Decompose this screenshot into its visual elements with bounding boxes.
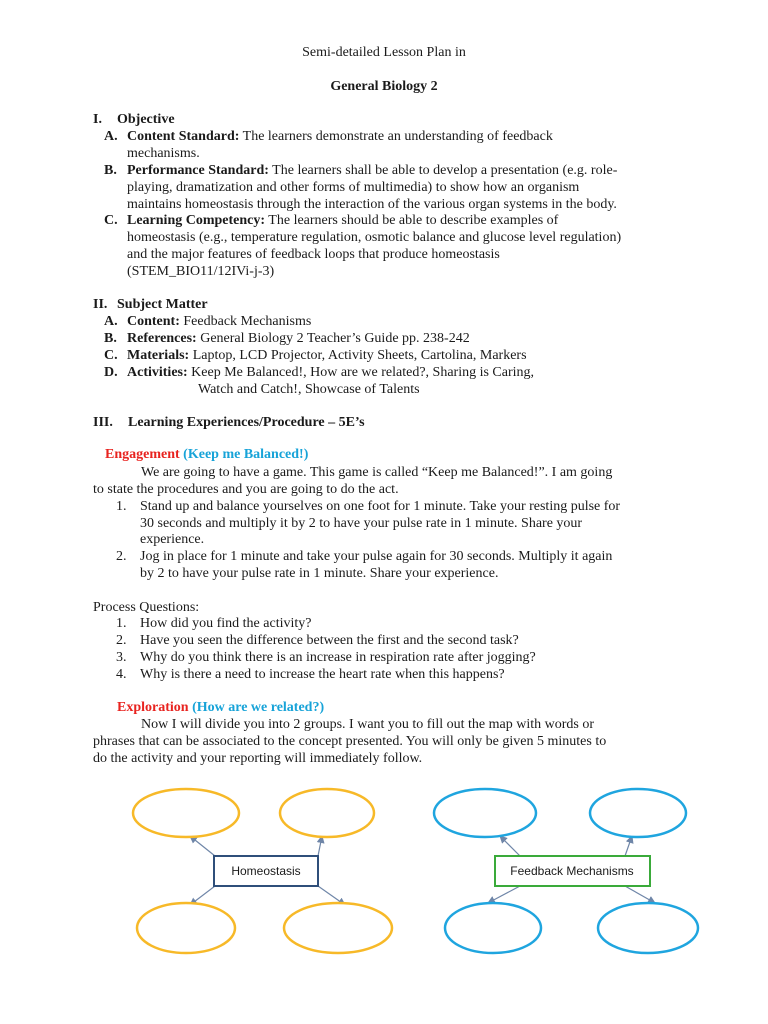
performance-standard: Performance Standard: The learners shall be able to develop a presentation (e.g. role- <box>127 163 618 178</box>
engagement-heading: Engagement (Keep me Balanced!) <box>105 447 309 462</box>
engagement-intro: We are going to have a game. This game is called “Keep me Balanced!”. I am going <box>141 465 613 480</box>
item-label: B. <box>104 163 117 178</box>
map-arrow <box>625 886 655 903</box>
blank-oval[interactable] <box>137 903 235 953</box>
homeostasis-label: Homeostasis <box>231 864 301 878</box>
performance-standard-cont: playing, dramatization and other forms of multimedia) to show how an organism <box>127 180 580 195</box>
question-text: Why is there a need to increase the heart rate when this happens? <box>140 667 505 682</box>
blank-oval[interactable] <box>590 789 686 837</box>
step-text: Stand up and balance yourselves on one foot for 1 minute. Take your resting pulse for <box>140 499 621 514</box>
item-label: B. <box>104 331 117 346</box>
item-label: C. <box>104 348 118 363</box>
exploration-text: do the activity and your reporting will immediately follow. <box>93 751 423 766</box>
blank-oval[interactable] <box>434 789 536 837</box>
learning-competency-cont: and the major features of feedback loops that produce homeostasis <box>127 247 500 262</box>
performance-standard-cont: maintains homeostasis through the interaction of the various organ systems in the body. <box>127 197 617 212</box>
subject-references: References: General Biology 2 Teacher’s Guide pp. 238-242 <box>127 331 470 346</box>
section-heading-objective: Objective <box>117 112 175 127</box>
question-number: 2. <box>116 633 127 648</box>
step-number: 2. <box>116 549 127 564</box>
question-text: Why do you think there is an increase in respiration rate after jogging? <box>140 650 536 665</box>
doc-subject-title: General Biology 2 <box>330 79 438 94</box>
subject-activities: Activities: Keep Me Balanced!, How are we related?, Sharing is Caring, <box>127 365 535 380</box>
item-label: A. <box>104 129 118 144</box>
exploration-text: phrases that can be associated to the concept presented. You will only be given 5 minutes to <box>93 734 607 749</box>
section-heading-subject-matter: Subject Matter <box>117 297 208 312</box>
map-arrow <box>190 836 215 856</box>
homeostasis-map <box>133 789 392 953</box>
blank-oval[interactable] <box>133 789 239 837</box>
question-number: 1. <box>116 616 127 631</box>
question-text: How did you find the activity? <box>140 616 312 631</box>
map-arrow <box>318 836 322 856</box>
map-arrow <box>625 836 632 856</box>
step-text: 30 seconds and multiply it by 2 to have your pulse rate in 1 minute. Share your <box>140 516 583 531</box>
step-text: experience. <box>140 532 205 547</box>
process-questions-label: Process Questions: <box>93 600 200 615</box>
blank-oval[interactable] <box>284 903 392 953</box>
subject-materials: Materials: Laptop, LCD Projector, Activity Sheets, Cartolina, Markers <box>127 348 527 363</box>
item-label: D. <box>104 365 118 380</box>
step-text: Jog in place for 1 minute and take your pulse again for 30 seconds. Multiply it again <box>140 549 613 564</box>
learning-competency-cont: homeostasis (e.g., temperature regulation, osmotic balance and glucose level regulation) <box>127 230 622 245</box>
section-numeral: II. <box>93 297 108 312</box>
item-label: A. <box>104 314 118 329</box>
learning-competency: Learning Competency: The learners should be able to describe examples of <box>127 213 559 228</box>
map-arrow <box>500 836 520 856</box>
feedback-mechanisms-map <box>434 789 698 953</box>
content-standard: Content Standard: The learners demonstrate an understanding of feedback <box>127 129 553 144</box>
question-text: Have you seen the difference between the first and the second task? <box>140 633 519 648</box>
subject-content: Content: Feedback Mechanisms <box>127 314 312 329</box>
section-heading-procedure: Learning Experiences/Procedure – 5E’s <box>128 415 365 430</box>
feedback-mechanisms-label: Feedback Mechanisms <box>510 864 634 878</box>
subject-activities-cont: Watch and Catch!, Showcase of Talents <box>198 382 420 397</box>
item-label: C. <box>104 213 118 228</box>
blank-oval[interactable] <box>445 903 541 953</box>
question-number: 3. <box>116 650 127 665</box>
engagement-intro-cont: to state the procedures and you are going to do the act. <box>93 482 399 497</box>
step-number: 1. <box>116 499 127 514</box>
section-numeral: I. <box>93 112 102 127</box>
doc-title-line: Semi-detailed Lesson Plan in <box>302 45 466 60</box>
section-numeral: III. <box>93 415 113 430</box>
blank-oval[interactable] <box>598 903 698 953</box>
step-text: by 2 to have your pulse rate in 1 minute. Share your experience. <box>140 566 499 581</box>
blank-oval[interactable] <box>280 789 374 837</box>
map-arrow <box>488 886 520 903</box>
question-number: 4. <box>116 667 127 682</box>
exploration-heading: Exploration (How are we related?) <box>117 700 325 715</box>
content-standard-cont: mechanisms. <box>127 146 200 161</box>
exploration-text: Now I will divide you into 2 groups. I want you to fill out the map with words or <box>141 717 595 732</box>
competency-code: (STEM_BIO11/12IVi-j-3) <box>127 264 275 279</box>
